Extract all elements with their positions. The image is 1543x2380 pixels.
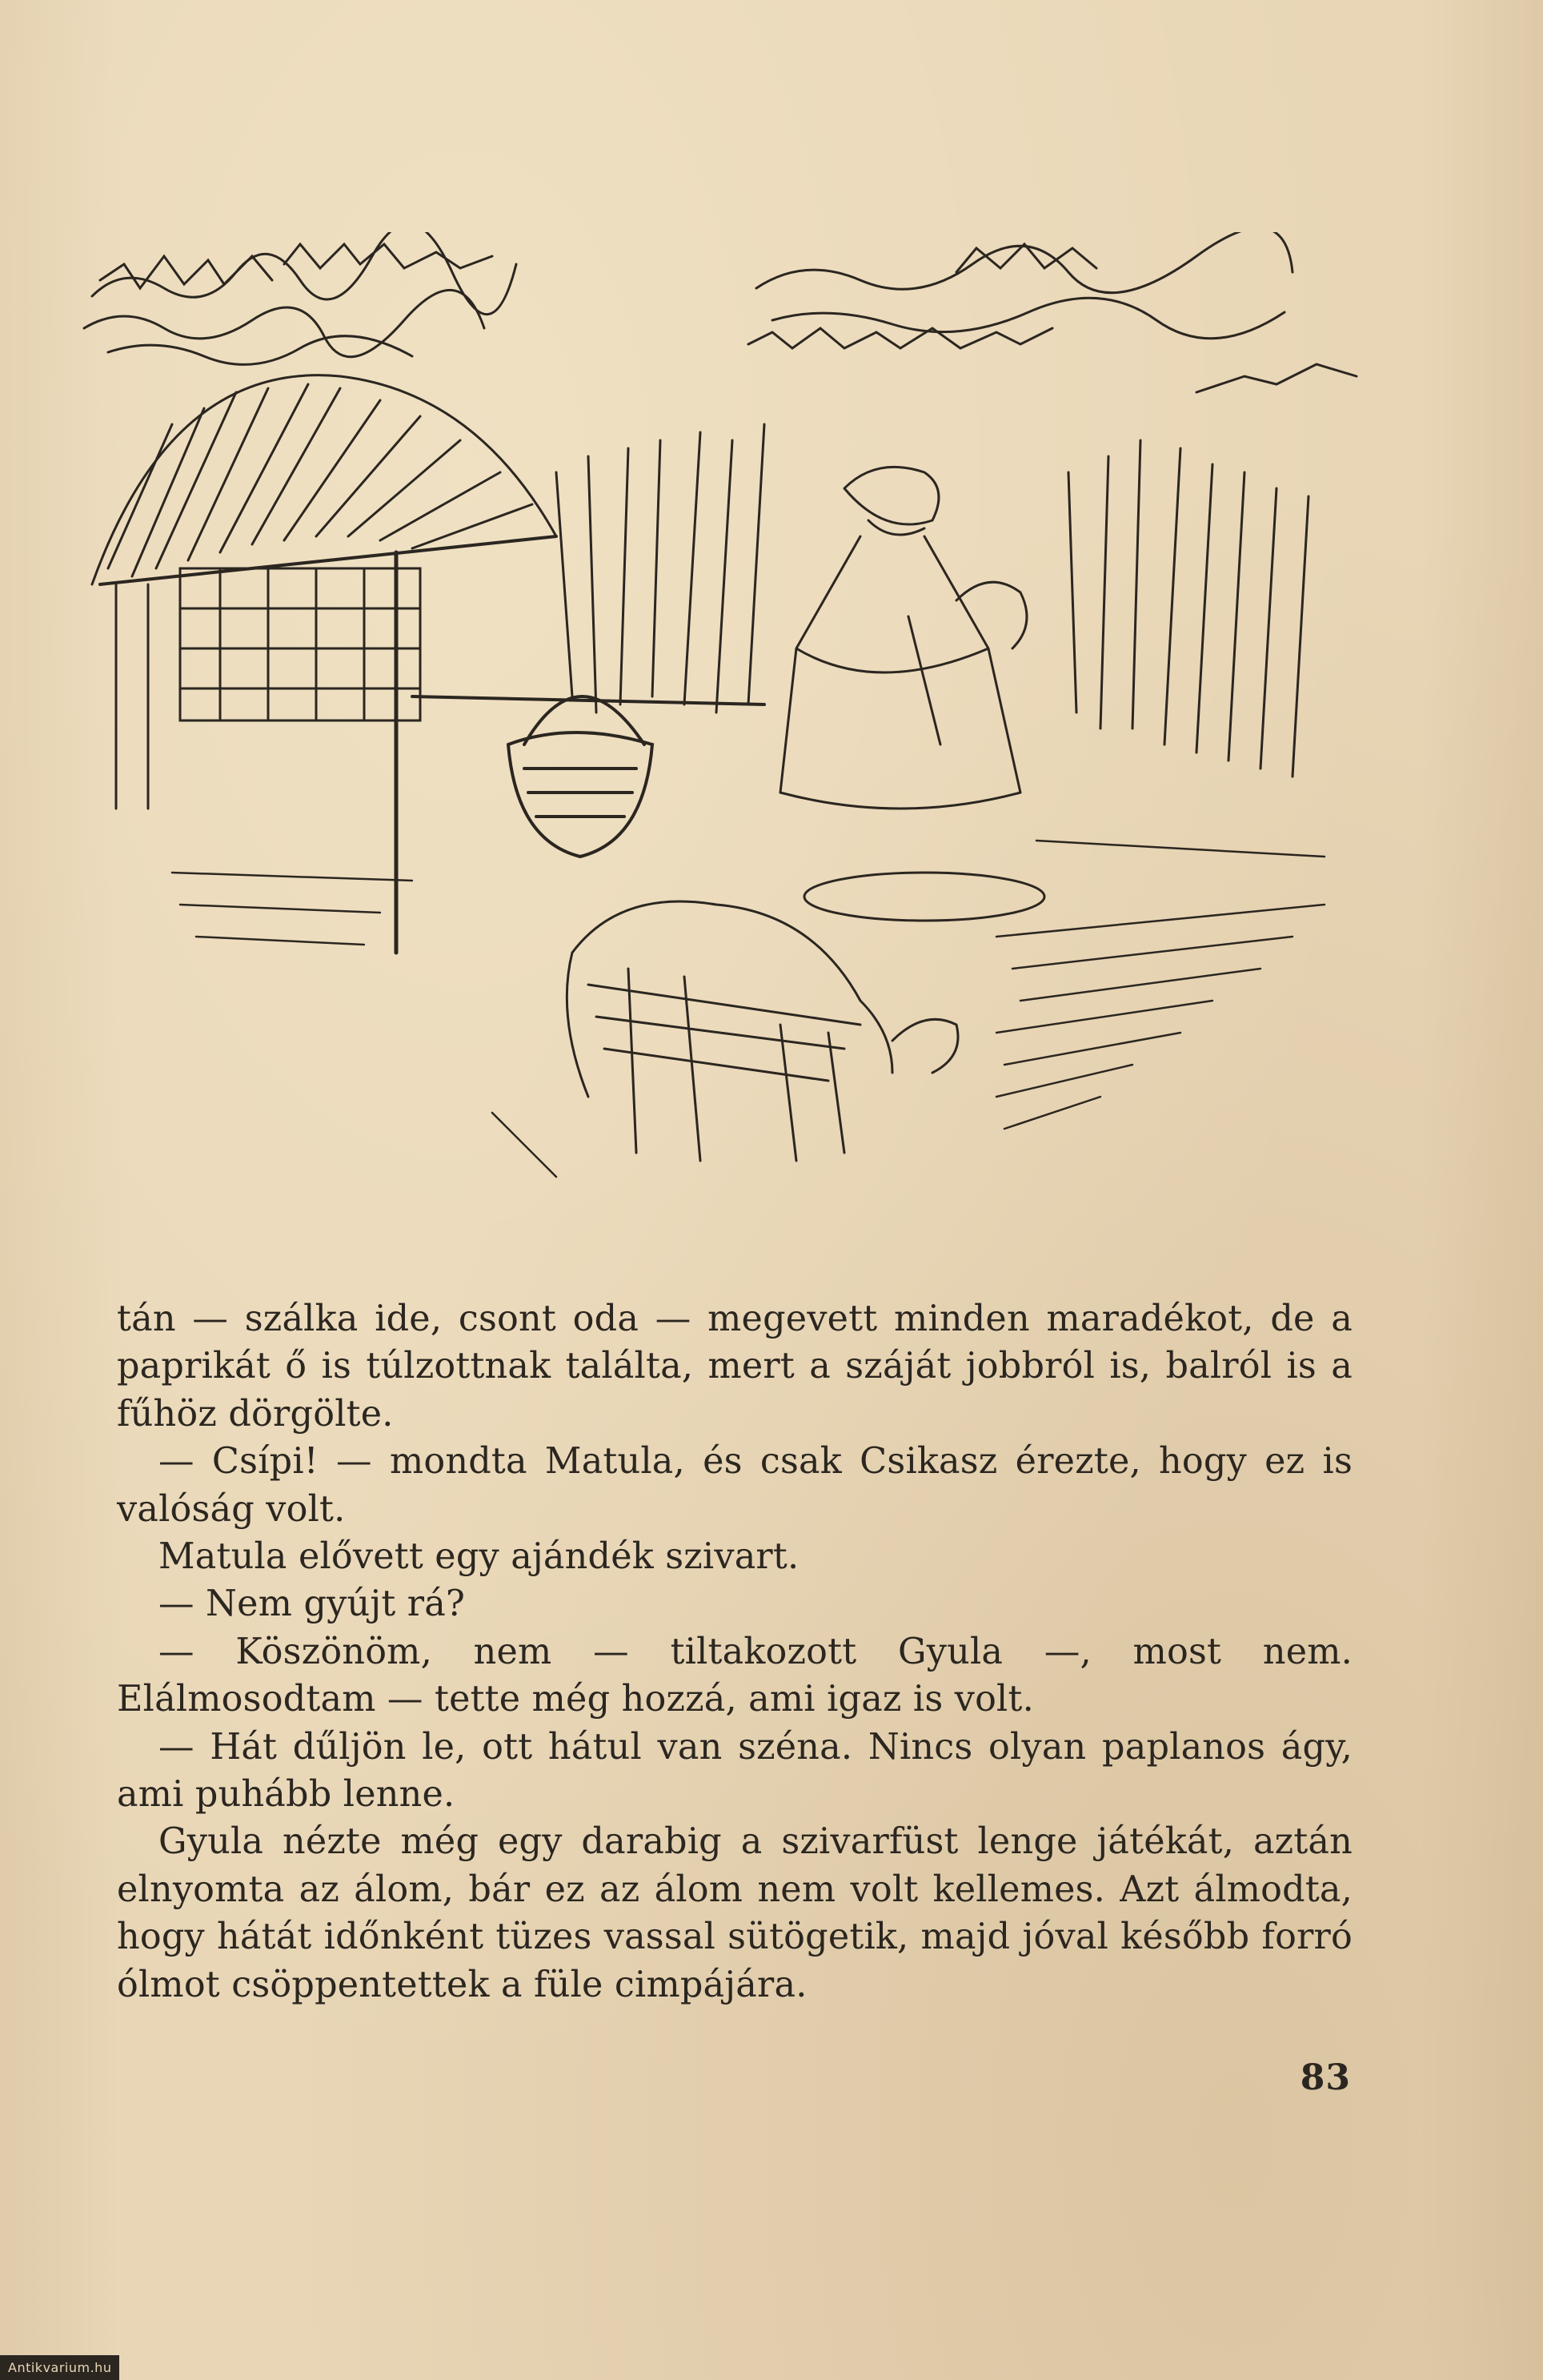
hut-roof xyxy=(92,375,556,584)
paragraph: tán — szálka ide, csont oda — megevett minden maradékot, de a paprikát ő is túlzottnak találta, mert a száját jobbról is, balról is a fűhöz dörgölte. xyxy=(117,1298,1353,1435)
hut-body xyxy=(116,552,420,953)
bowl xyxy=(804,873,1044,921)
pen-drawing xyxy=(76,232,1373,1193)
paragraph: Matula elővett egy ajándék szivart. xyxy=(158,1536,800,1578)
paragraph: — Köszönöm, nem — tiltakozott Gyula —, most nem. Elálmosodtam — tette még hozzá, ami igaz is volt. xyxy=(117,1631,1353,1720)
illustration-hut-fisherman-dog xyxy=(76,232,1373,1193)
fisherman xyxy=(780,467,1027,809)
page-number: 83 xyxy=(1300,2057,1351,2098)
watermark: Antikvarium.hu xyxy=(0,2355,119,2380)
cauldron xyxy=(412,696,764,857)
reeds xyxy=(556,424,1309,777)
paragraph: Gyula nézte még egy darabig a szivarfüst lenge játékát, aztán elnyomta az álom, bár ez az álom nem volt kellemes. Azt álmodta, hogy hátát időnként tüzes vassal sütögetik, majd jóval később forró ólmot csöppentettek a füle cimpájára. xyxy=(117,1821,1353,2005)
paragraph: — Hát dűljön le, ott hátul van széna. Nincs olyan paplanos ágy, ami puhább lenne. xyxy=(117,1726,1353,1816)
paragraph: — Nem gyújt rá? xyxy=(158,1583,466,1625)
body-text xyxy=(117,1295,1353,2009)
tree-canopy-left xyxy=(84,232,516,364)
dog xyxy=(567,901,958,1161)
paragraph: — Csípi! — mondta Matula, és csak Csikasz érezte, hogy ez is valóság volt. xyxy=(117,1441,1353,1530)
tree-canopy-right xyxy=(748,232,1357,392)
